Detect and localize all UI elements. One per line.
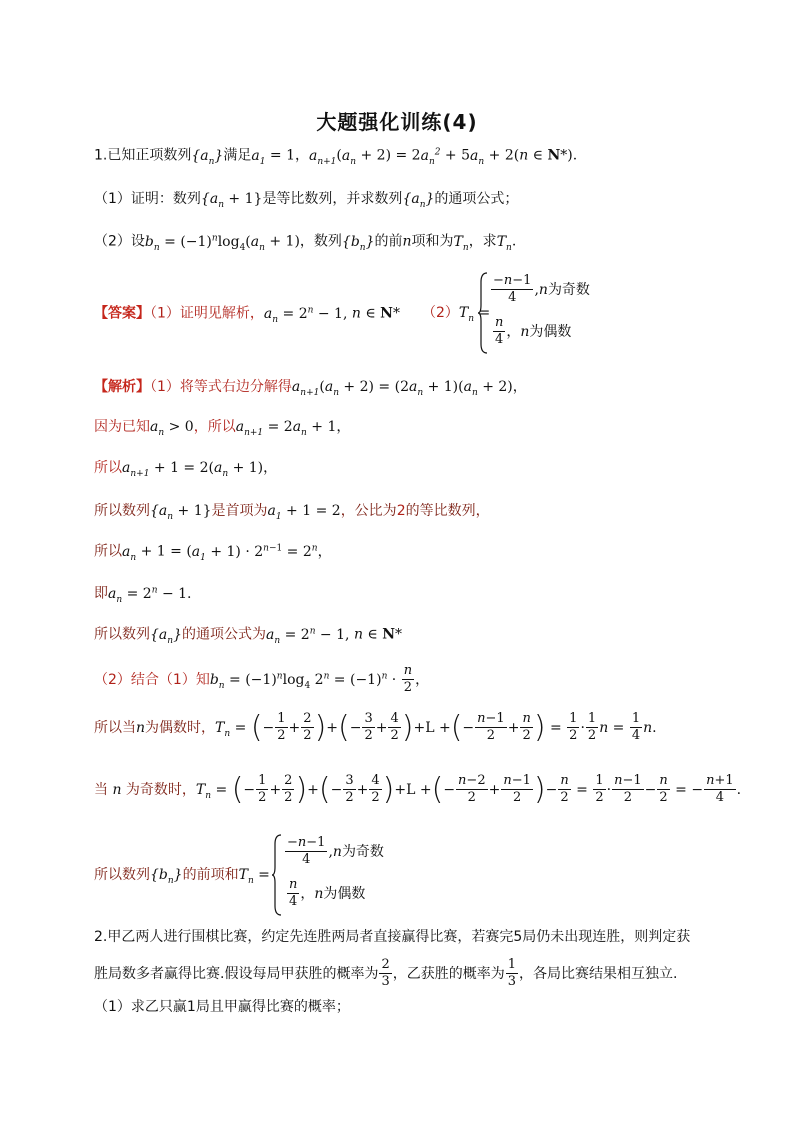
analysis-line-6: 即$a_n = 2^n - 1$.: [94, 585, 192, 605]
analysis-line-3: 所以$a_{n+1} + 1 = 2(a_n + 1)$，: [94, 460, 278, 479]
q1-part2: （2）设$b_n = (-1)^n\log_4(a_n + 1)$，数列$\{b_n\}$的前n项和为$T_n$，求$T_n$.: [94, 233, 517, 253]
q1-part1: （1）证明：数列$\{a_n + 1\}$是等比数列，并求数列$\{a_n\}$的通项公式；: [94, 191, 519, 210]
analysis-label: 【解析】: [94, 379, 150, 395]
analysis-line-4: 所以数列$\{a_n + 1\}$是首项为$a_1 + 1 = 2$，公比为2的等比数列，: [94, 503, 490, 522]
q2-line-1: 2.甲乙两人进行围棋比赛，约定先连胜两局者直接赢得比赛，若赛完5局仍未出现连胜，则判定获: [94, 929, 691, 945]
analysis-line-5: 所以$a_n + 1 = (a_1 + 1) \cdot 2^{n-1} = 2^n$，: [94, 543, 332, 563]
analysis-line-8: （2）结合（1）知$b_n = (-1)^n\log_4$ $2^n = (-1)^n$ · $\frac{n}{2}$ ，: [94, 663, 430, 696]
analysis-line-11: 所以数列$\{b_n\}$的前项和$T_n$ =: [94, 867, 270, 886]
analysis-line-1: 【解析】（1）将等式右边分解得$a_{n+1}(a_n + 2) = (2a_n + 1)(a_n + 2)$，: [94, 379, 527, 398]
analysis-line-9: 所以当n为偶数时，$T_n$ = (− $\frac{1}{2}$ + $\frac{2}{2}$ )+(− $\frac{3}{2}$ + $\frac{4}{2}$ )+L +(− $\frac{n-1}{2}$ + $\frac{n}{2}$ ) = $\frac{1}{2}$ · $\frac{1}{2}$ n = $\frac{1}{4}$ n.: [94, 709, 657, 745]
q1-answer: 【答案】（1）证明见解析，$a_n = 2^n - 1$, n ∈ N*: [94, 305, 400, 325]
answer-label: 【答案】: [94, 305, 150, 322]
analysis-line-2: 因为已知$a_n > 0$，所以$a_{n+1} = 2a_n + 1$，: [94, 419, 351, 438]
q1-answer-part2: $(2)T_n$ =: [422, 305, 491, 324]
q1-stem: 1.已知正项数列$\{a_n\}$满足$a_1 = 1$，$a_{n+1}(a_n + 2) = 2a_n^2 + 5a_n + 2(n$ ∈ N*).: [94, 147, 578, 167]
analysis-line-7: 所以数列$\{a_n\}$的通项公式为$a_n = 2^n - 1$, n ∈ N*: [94, 626, 403, 646]
q2-line-3: （1）求乙只赢1局且甲赢得比赛的概率；: [94, 999, 350, 1015]
analysis-line-10: 当 n 为奇数时，$T_n$ = (− $\frac{1}{2}$ + $\frac{2}{2}$ )+(− $\frac{3}{2}$ + $\frac{4}{2}$ )+L +(− $\frac{n-2}{2}$ + $\frac{n-1}{2}$ )− $\frac{n}{2}$ = $\frac{1}{2}$ · $\frac{n-1}{2}$ − $\frac{n}{2}$ = − $\frac{n+1}{4}$ .: [94, 771, 742, 807]
q2-line-2: 胜局数多者赢得比赛.假设每局甲获胜的概率为 $\frac{2}{3}$ ，乙获胜的概率为 $\frac{1}{3}$ ，各局比赛结果相互独立.: [94, 957, 678, 990]
page-title: 大题强化训练(4): [316, 110, 478, 134]
